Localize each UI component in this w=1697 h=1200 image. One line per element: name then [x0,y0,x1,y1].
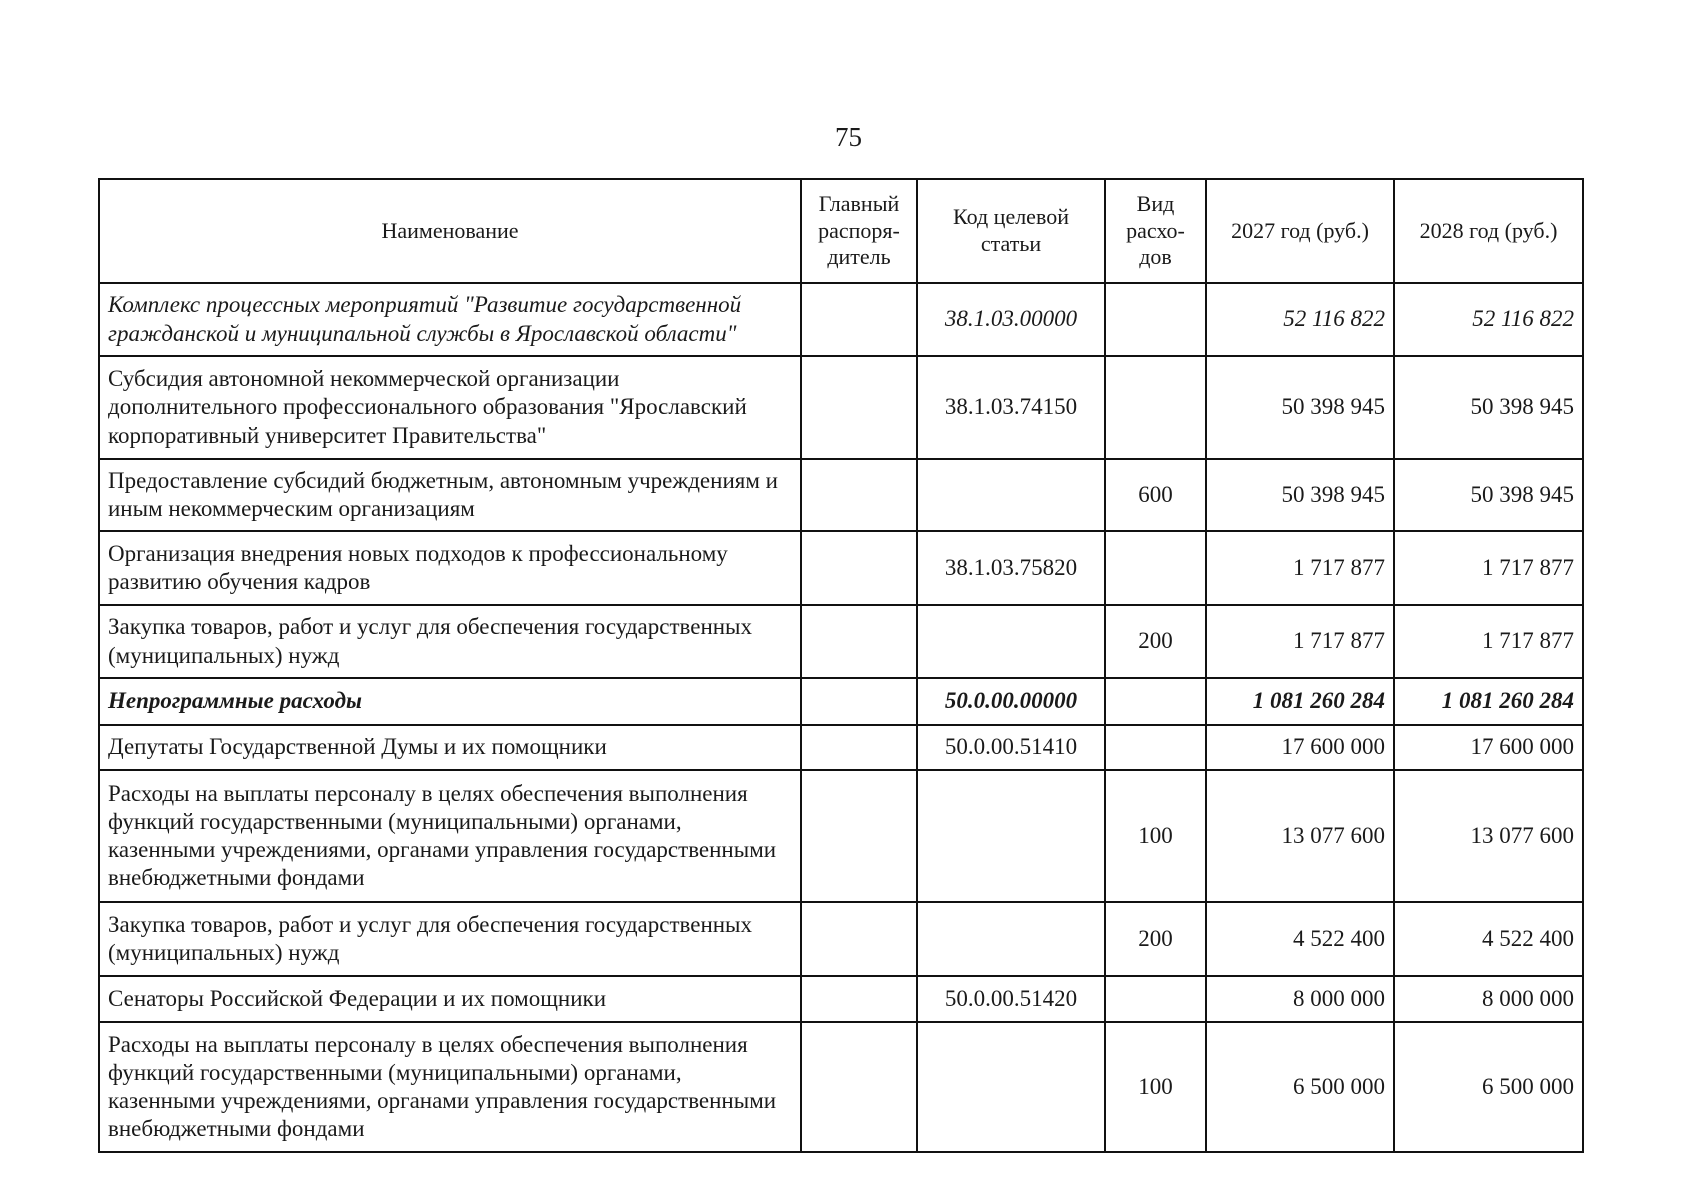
row-2028: 1 081 260 284 [1394,678,1583,725]
row-admin [801,283,917,356]
row-type: 200 [1105,605,1206,678]
row-type: 200 [1105,902,1206,976]
row-type [1105,678,1206,725]
table-row-section [99,678,1583,725]
row-name: Организация внедрения новых подходов к профессиональному развитию обучения кадров [99,531,801,605]
row-type [1105,283,1206,356]
row-code: 38.1.03.75820 [917,531,1105,605]
row-code: 38.1.03.74150 [917,356,1105,459]
header-code: Код целевой статьи [917,179,1105,283]
row-2028: 17 600 000 [1394,725,1583,770]
row-name: Субсидия автономной некоммерческой организации дополнительного профессионального образования "Ярославский корпоративный университет Правительства" [99,356,801,459]
header-admin: Главный распоря-дитель [801,179,917,283]
table-row [99,459,1583,531]
row-type: 600 [1105,459,1206,531]
row-name: Непрограммные расходы [99,678,801,725]
row-code [917,770,1105,902]
row-name: Сенаторы Российской Федерации и их помощники [99,976,801,1022]
row-admin [801,356,917,459]
row-type: 100 [1105,1022,1206,1152]
row-2027: 1 717 877 [1206,531,1394,605]
header-name: Наименование [99,179,801,283]
row-admin [801,976,917,1022]
row-2027: 50 398 945 [1206,356,1394,459]
row-2027: 13 077 600 [1206,770,1394,902]
row-2027: 17 600 000 [1206,725,1394,770]
row-2027: 52 116 822 [1206,283,1394,356]
table-row [99,531,1583,605]
table-row [99,356,1583,459]
row-code [917,459,1105,531]
table-row [99,1022,1583,1152]
row-admin [801,678,917,725]
row-code [917,605,1105,678]
row-name: Депутаты Государственной Думы и их помощники [99,725,801,770]
row-2027: 4 522 400 [1206,902,1394,976]
header-type: Вид расхо-дов [1105,179,1206,283]
row-2027: 1 717 877 [1206,605,1394,678]
row-code: 50.0.00.51410 [917,725,1105,770]
row-admin [801,725,917,770]
row-admin [801,531,917,605]
row-2028: 6 500 000 [1394,1022,1583,1152]
row-2028: 52 116 822 [1394,283,1583,356]
row-name: Предоставление субсидий бюджетным, автономным учреждениям и иным некоммерческим организациям [99,459,801,531]
table-row [99,770,1583,902]
row-type [1105,531,1206,605]
table-row [99,605,1583,678]
header-2028: 2028 год (руб.) [1394,179,1583,283]
row-admin [801,770,917,902]
row-code: 50.0.00.51420 [917,976,1105,1022]
header-2027: 2027 год (руб.) [1206,179,1394,283]
row-code: 38.1.03.00000 [917,283,1105,356]
row-admin [801,605,917,678]
row-2027: 6 500 000 [1206,1022,1394,1152]
table-row [99,902,1583,976]
row-name: Комплекс процессных мероприятий "Развитие государственной гражданской и муниципальной службы в Ярославской области" [99,283,801,356]
row-name: Закупка товаров, работ и услуг для обеспечения государственных (муниципальных) нужд [99,902,801,976]
row-name: Расходы на выплаты персоналу в целях обеспечения выполнения функций государственными (муниципальными) органами, казенными учреждениями, органами управления государственными внебюджетными фондами [99,770,801,902]
row-type [1105,356,1206,459]
table-row [99,725,1583,770]
page-number: 75 [835,122,862,152]
row-2027: 8 000 000 [1206,976,1394,1022]
row-2028: 8 000 000 [1394,976,1583,1022]
row-2028: 50 398 945 [1394,459,1583,531]
row-type [1105,725,1206,770]
row-type [1105,976,1206,1022]
row-2028: 4 522 400 [1394,902,1583,976]
row-2027: 1 081 260 284 [1206,678,1394,725]
row-admin [801,1022,917,1152]
row-name: Закупка товаров, работ и услуг для обеспечения государственных (муниципальных) нужд [99,605,801,678]
row-2027: 50 398 945 [1206,459,1394,531]
table-row [99,283,1583,356]
table-header-row [99,179,1583,283]
row-admin [801,459,917,531]
table-row [99,976,1583,1022]
row-code [917,902,1105,976]
row-code: 50.0.00.00000 [917,678,1105,725]
row-name: Расходы на выплаты персоналу в целях обеспечения выполнения функций государственными (муниципальными) органами, казенными учреждениями, органами управления государственными внебюджетными фондами [99,1022,801,1152]
row-2028: 13 077 600 [1394,770,1583,902]
row-2028: 1 717 877 [1394,531,1583,605]
row-admin [801,902,917,976]
row-2028: 50 398 945 [1394,356,1583,459]
row-2028: 1 717 877 [1394,605,1583,678]
row-code [917,1022,1105,1152]
row-type: 100 [1105,770,1206,902]
budget-table [98,178,1584,1153]
